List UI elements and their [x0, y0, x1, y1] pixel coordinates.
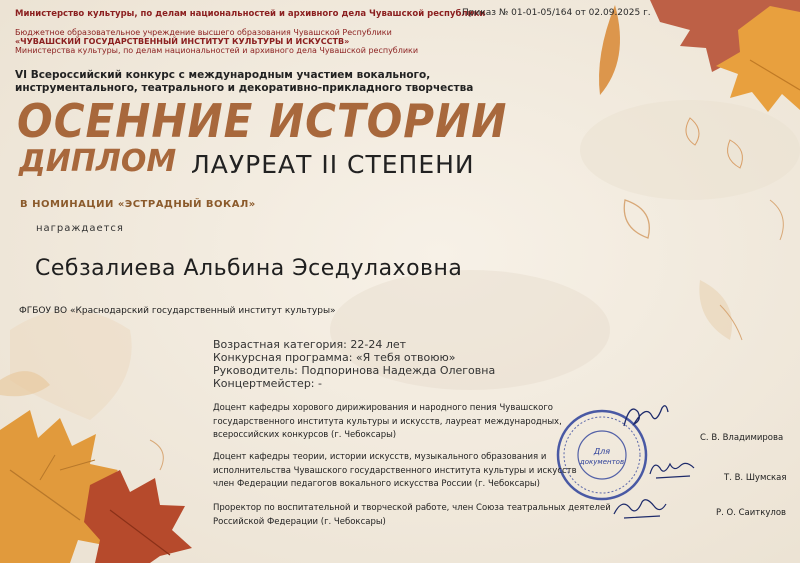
- jury-3-name: Р. О. Саиткулов: [716, 508, 787, 518]
- order-number: Приказ № 01-01-05/164 от 02.09.2025 г.: [462, 8, 651, 18]
- jury-member-2-title: [213, 451, 577, 492]
- ministry-header: Министерство культуры, по делам национальностей и архивного дела Чувашской республики: [15, 9, 486, 19]
- stamp-text-2: документов: [579, 458, 625, 466]
- diploma-heading: ДИПЛОМ: [19, 144, 177, 179]
- institution-line-1: Бюджетное образовательное учреждение высшего образования Чувашской Республики: [15, 28, 392, 37]
- recipient-organization: ФГБОУ ВО «Краснодарский государственный институт культуры»: [19, 306, 336, 316]
- recipient-name: Себзалиева Альбина Эседулаховна: [35, 256, 463, 281]
- age-category: Возрастная категория: 22-24 лет: [213, 338, 407, 351]
- jury-1-line-3: всероссийских конкурсов (г. Чебоксары): [213, 430, 397, 440]
- signature-1: [620, 398, 672, 432]
- jury-1-line-2: государственного института культуры и искусств, лауреат международных,: [213, 416, 562, 427]
- nomination: В НОМИНАЦИИ «ЭСТРАДНЫЙ ВОКАЛ»: [20, 199, 256, 210]
- leader: Руководитель: Подпоринова Надежда Олеговна: [213, 364, 496, 377]
- jury-2-line-3: член Федерации педагогов вокального искусства России (г. Чебоксары): [213, 479, 540, 489]
- jury-member-1-title: [213, 402, 562, 443]
- contest-program: Конкурсная программа: «Я тебя отвоюю»: [213, 351, 456, 364]
- jury-2-name: Т. В. Шумская: [724, 473, 787, 483]
- participant-details: [213, 338, 495, 390]
- contest-title: ОСЕННИЕ ИСТОРИИ: [17, 94, 508, 148]
- awarded-label: награждается: [36, 223, 124, 234]
- institution-line-3: Министерства культуры, по делам национальностей и архивного дела Чувашской республики: [15, 46, 419, 55]
- laureate-degree: ЛАУРЕАТ II СТЕПЕНИ: [191, 150, 475, 179]
- jury-2-line-2: исполнительства Чувашского государственного института культуры и искусств: [213, 465, 577, 476]
- signature-2: [646, 456, 698, 484]
- contest-description-line-2: инструментального, театрального и декоративно-прикладного творчества: [15, 82, 474, 94]
- stamp-text-1: Для: [593, 447, 611, 456]
- contest-description-line-1: VI Всероссийский конкурс с международным участием вокального,: [15, 69, 431, 81]
- jury-1-name: С. В. Владимирова: [700, 433, 784, 443]
- jury-member-3-title: [213, 502, 611, 529]
- signature-3: [610, 492, 670, 522]
- accompanist: Концертмейстер: -: [213, 377, 322, 390]
- jury-1-line-1: Доцент кафедры хорового дирижирования и народного пения Чувашского: [213, 403, 554, 413]
- institution-line-2: «ЧУВАШСКИЙ ГОСУДАРСТВЕННЫЙ ИНСТИТУТ КУЛЬТУРЫ И ИСКУССТВ»: [15, 37, 350, 46]
- jury-3-line-1: Проректор по воспитательной и творческой работе, член Союза театральных деятелей: [213, 503, 611, 513]
- jury-2-line-1: Доцент кафедры теории, истории искусств, музыкального образования и: [213, 452, 547, 462]
- jury-3-line-2: Российской Федерации (г. Чебоксары): [213, 516, 386, 527]
